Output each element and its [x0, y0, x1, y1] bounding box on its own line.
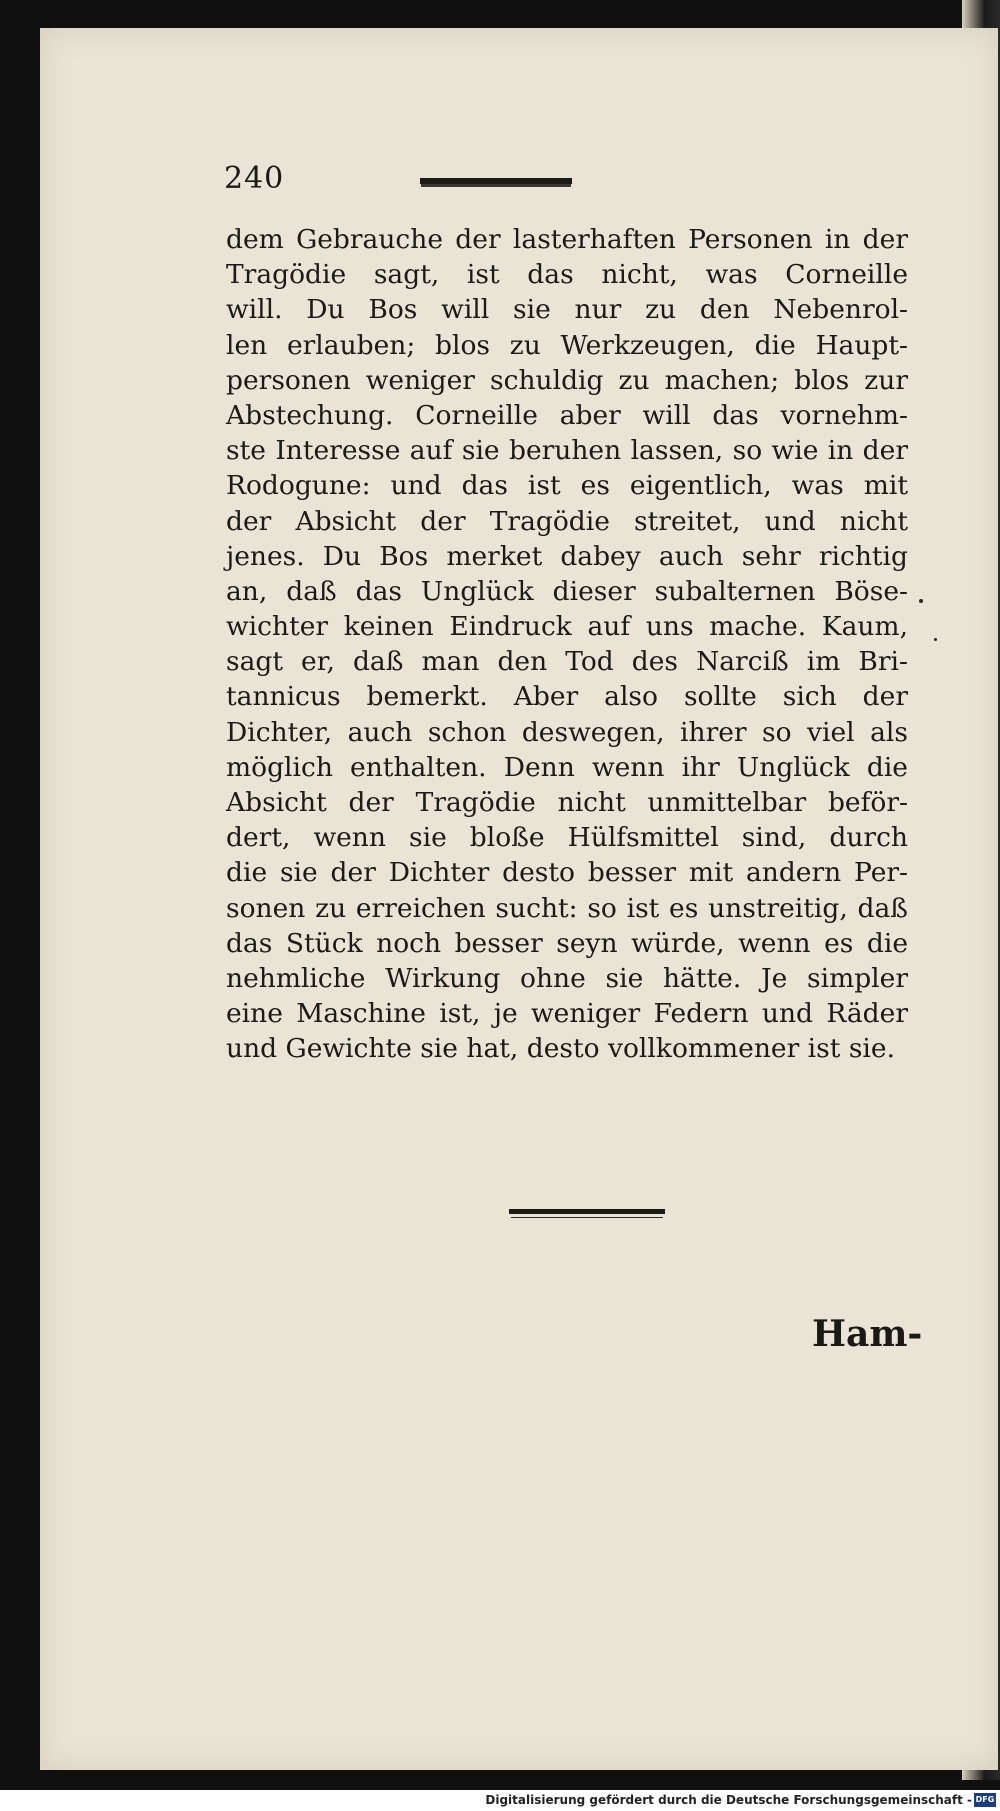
text-line: ste Interesse auf sie beruhen lassen, so wie in der — [226, 435, 908, 467]
text-line: len erlauben; blos zu Werkzeugen, die Haupt- — [226, 329, 908, 361]
page-number: 240 — [224, 161, 285, 196]
text-line: will. Du Bos will sie nur zu den Nebenrol- — [226, 294, 908, 326]
paper-speck — [934, 638, 937, 641]
text-line: sagt er, daß man den Tod des Narciß im Bri- — [226, 646, 908, 678]
footer-credit: Digitalisierung gefördert durch die Deutsche Forschungsgemeinschaft - — [485, 1793, 972, 1807]
text-line: dem Gebrauche der lasterhaften Personen in der — [226, 224, 908, 255]
text-line: Dichter, auch schon deswegen, ihrer so viel als — [226, 716, 908, 748]
text-line: an, daß das Unglück dieser subalternen Böse- — [226, 575, 908, 607]
header-rule — [420, 178, 572, 184]
text-line: der Absicht der Tragödie streitet, und nicht — [226, 505, 908, 537]
page-body-text — [226, 222, 908, 1067]
text-line: personen weniger schuldig zu machen; blos zur — [226, 364, 908, 396]
text-line: Tragödie sagt, ist das nicht, was Corneille — [226, 259, 908, 291]
dfg-logo: DFG — [974, 1793, 996, 1807]
text-line: jenes. Du Bos merket dabey auch sehr richtig — [226, 540, 908, 572]
text-line: sonen zu erreichen sucht: so ist es unstreitig, daß — [226, 892, 908, 924]
text-line: dert, wenn sie bloße Hülfsmittel sind, durch — [226, 822, 908, 854]
text-line: Abstechung. Corneille aber will das vornehm- — [226, 399, 908, 431]
paper-speck — [919, 599, 923, 603]
text-line: die sie der Dichter desto besser mit andern Per- — [226, 857, 908, 889]
text-line: wichter keinen Eindruck auf uns mache. Kaum, — [226, 611, 908, 643]
catchword: Ham- — [812, 1313, 923, 1355]
text-line: eine Maschine ist, je weniger Federn und Räder — [226, 998, 908, 1030]
text-line: nehmliche Wirkung ohne sie hätte. Je simpler — [226, 962, 908, 994]
text-line: tannicus bemerkt. Aber also sollte sich der — [226, 681, 908, 713]
text-line: und Gewichte sie hat, desto vollkommener ist sie. — [226, 1033, 896, 1065]
end-rule — [509, 1209, 665, 1214]
text-line: Rodogune: und das ist es eigentlich, was mit — [226, 470, 908, 502]
text-line: möglich enthalten. Denn wenn ihr Unglück die — [226, 751, 908, 783]
page-header — [224, 161, 664, 211]
text-line: das Stück noch besser seyn würde, wenn es die — [226, 927, 908, 959]
text-line: Absicht der Tragödie nicht unmittelbar beför- — [226, 787, 908, 818]
